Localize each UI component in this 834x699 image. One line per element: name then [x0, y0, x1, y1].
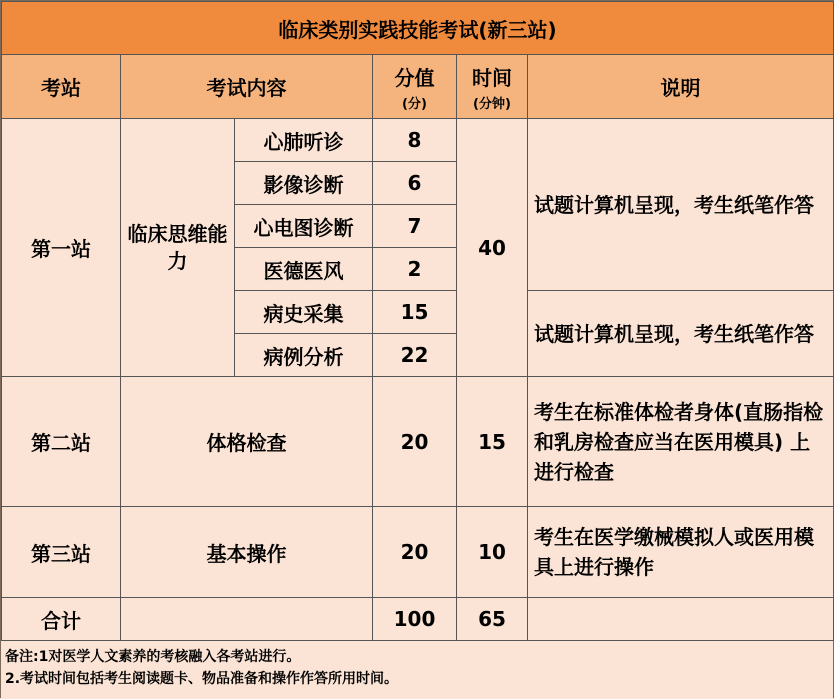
header-time-label: 时间 [472, 65, 512, 90]
table-row [2, 377, 834, 507]
total-empty [121, 598, 373, 641]
notes [1, 641, 833, 699]
note-line-2: 2.考试时间包括考生阅读题卡、物品准备和操作作答所用时间。 [5, 670, 399, 687]
table-row [2, 119, 834, 162]
exam-table [1, 1, 834, 641]
header-score [373, 55, 457, 119]
station3-desc: 考生在医学缴械模拟人或医用模具上进行操作 [528, 507, 834, 598]
station1-item-name: 心电图诊断 [235, 205, 373, 248]
note-line-1: 备注:1对医学人文素养的考核融入各考站进行。 [5, 649, 301, 665]
header-time-unit: (分钟) [473, 96, 511, 112]
header-content: 考试内容 [121, 55, 373, 119]
station2-time: 15 [457, 377, 528, 507]
header-row [2, 55, 834, 119]
station2-name: 第二站 [2, 377, 121, 507]
header-score-label: 分值 [394, 65, 435, 90]
station1-item-name: 影像诊断 [235, 162, 373, 205]
station1-name: 第一站 [2, 119, 121, 377]
header-station: 考站 [2, 55, 121, 119]
station3-time: 10 [457, 507, 528, 598]
total-desc-empty [528, 598, 834, 641]
station1-desc-a: 试题计算机呈现，考生纸笔作答 [528, 119, 834, 291]
station2-content: 体格检查 [121, 377, 373, 507]
total-label: 合计 [2, 598, 121, 641]
station1-item-score: 8 [373, 119, 457, 162]
total-score: 100 [373, 598, 457, 641]
station1-item-score: 2 [373, 248, 457, 291]
header-score-unit: (分) [402, 96, 427, 112]
table-title: 临床类别实践技能考试(新三站) [2, 2, 834, 55]
station3-score: 20 [373, 507, 457, 598]
station1-desc-b: 试题计算机呈现，考生纸笔作答 [528, 291, 834, 377]
station1-item-score: 6 [373, 162, 457, 205]
table-row [2, 507, 834, 598]
station3-name: 第三站 [2, 507, 121, 598]
header-time [457, 55, 528, 119]
header-desc: 说明 [528, 55, 834, 119]
station1-item-score: 15 [373, 291, 457, 334]
station2-desc: 考生在标准体检者身体(直肠指检和乳房检查应当在医用模具) 上进行检查 [528, 377, 834, 507]
station1-item-name: 病史采集 [235, 291, 373, 334]
station1-item-name: 病例分析 [235, 334, 373, 377]
total-row [2, 598, 834, 641]
station1-item-score: 22 [373, 334, 457, 377]
station2-score: 20 [373, 377, 457, 507]
station1-item-name: 医德医风 [235, 248, 373, 291]
station1-time: 40 [457, 119, 528, 377]
station1-category: 临床思维能力 [121, 119, 235, 377]
total-time: 65 [457, 598, 528, 641]
station1-item-score: 7 [373, 205, 457, 248]
station3-content: 基本操作 [121, 507, 373, 598]
station1-item-name: 心肺听诊 [235, 119, 373, 162]
